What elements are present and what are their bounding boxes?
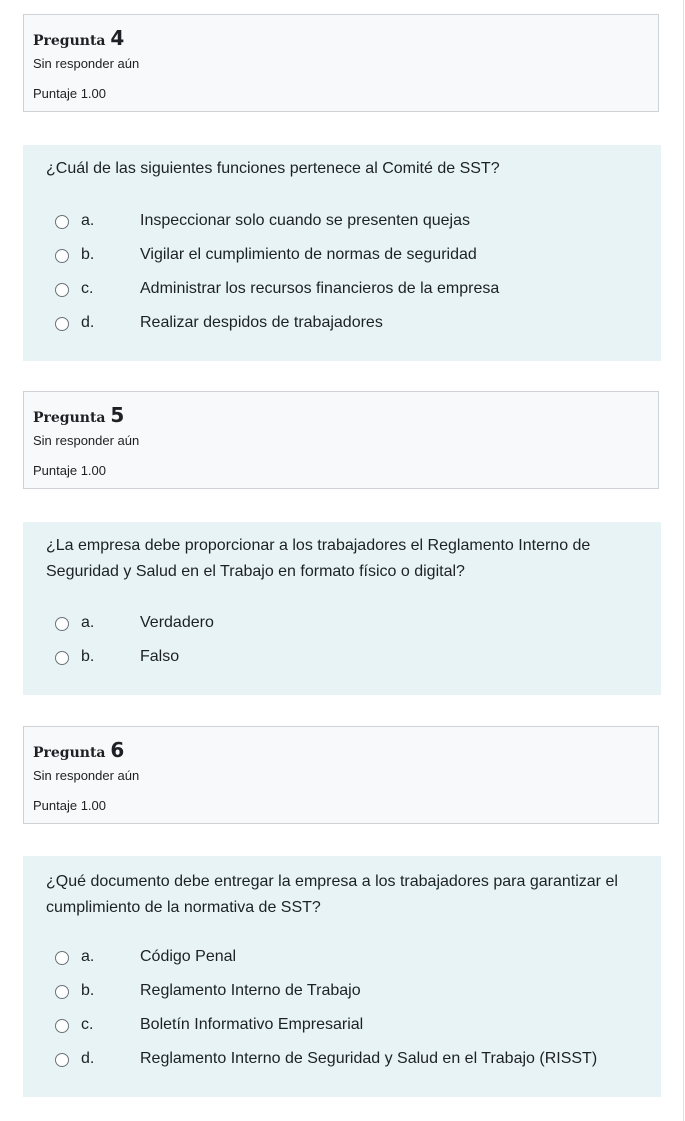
question-number: 4 (110, 26, 125, 50)
radio-button[interactable] (55, 215, 69, 229)
option-letter: a. (81, 212, 95, 229)
option-label[interactable]: Inspeccionar solo cuando se presenten quejas (140, 212, 470, 229)
question-number: 5 (110, 403, 125, 427)
option-label[interactable]: Código Penal (140, 948, 237, 965)
answer-option-c[interactable] (23, 1013, 661, 1039)
answer-option-b[interactable] (23, 645, 661, 671)
radio-button[interactable] (55, 283, 69, 297)
radio-button[interactable] (55, 1019, 69, 1033)
question-content-5 (23, 522, 661, 695)
answer-option-a[interactable] (23, 209, 661, 235)
question-state: Sin responder aún (33, 768, 140, 783)
question-title (33, 738, 124, 762)
question-text: ¿Qué documento debe entregar la empresa a los trabajadores para garantizar el cumplimiento de la normativa de SST? (46, 873, 618, 916)
option-letter: d. (81, 1050, 95, 1067)
question-state: Sin responder aún (33, 56, 140, 71)
answer-option-c[interactable] (23, 277, 661, 303)
question-text: ¿La empresa debe proporcionar a los trabajadores el Reglamento Interno de Seguridad y Salud en el Trabajo en formato físico o digital? (46, 537, 591, 580)
question-grade: Puntaje 1.00 (33, 798, 107, 813)
option-label[interactable]: Reglamento Interno de Seguridad y Salud en el Trabajo (RISST) (140, 1050, 598, 1067)
option-letter: b. (81, 246, 95, 263)
option-letter: a. (81, 614, 95, 631)
option-label[interactable]: Reglamento Interno de Trabajo (140, 982, 361, 999)
question-state: Sin responder aún (33, 433, 140, 448)
question-content-4 (23, 145, 661, 361)
radio-button[interactable] (55, 317, 69, 331)
page-right-border (683, 0, 684, 1121)
answer-option-a[interactable] (23, 945, 661, 971)
question-info-4 (23, 14, 659, 112)
option-letter: c. (81, 280, 94, 297)
radio-button[interactable] (55, 617, 69, 631)
answer-option-d[interactable] (23, 311, 661, 337)
answer-option-b[interactable] (23, 979, 661, 1005)
option-letter: a. (81, 948, 95, 965)
radio-button[interactable] (55, 1053, 69, 1067)
radio-button[interactable] (55, 985, 69, 999)
question-title-label: Pregunta (33, 745, 106, 761)
option-label[interactable]: Boletín Informativo Empresarial (140, 1016, 364, 1033)
question-title (33, 403, 124, 427)
question-text: ¿Cuál de las siguientes funciones pertenece al Comité de SST? (46, 160, 500, 177)
question-number: 6 (110, 738, 125, 762)
option-letter: d. (81, 314, 95, 331)
answer-option-b[interactable] (23, 243, 661, 269)
question-title-label: Pregunta (33, 410, 106, 426)
radio-button[interactable] (55, 651, 69, 665)
answer-option-a[interactable] (23, 611, 661, 637)
radio-button[interactable] (55, 951, 69, 965)
option-label[interactable]: Falso (140, 648, 180, 665)
question-info-6 (23, 726, 659, 824)
question-info-5 (23, 391, 659, 489)
option-label[interactable]: Vigilar el cumplimiento de normas de seguridad (140, 246, 477, 263)
question-title (33, 26, 124, 50)
radio-button[interactable] (55, 249, 69, 263)
option-label[interactable]: Verdadero (140, 614, 214, 631)
question-grade: Puntaje 1.00 (33, 463, 107, 478)
option-label[interactable]: Administrar los recursos financieros de la empresa (140, 280, 500, 297)
question-title-label: Pregunta (33, 33, 106, 49)
option-letter: b. (81, 648, 95, 665)
question-grade: Puntaje 1.00 (33, 86, 107, 101)
question-content-6 (23, 856, 661, 1097)
answer-option-d[interactable] (23, 1047, 661, 1073)
option-label[interactable]: Realizar despidos de trabajadores (140, 314, 383, 331)
option-letter: b. (81, 982, 95, 999)
option-letter: c. (81, 1016, 94, 1033)
